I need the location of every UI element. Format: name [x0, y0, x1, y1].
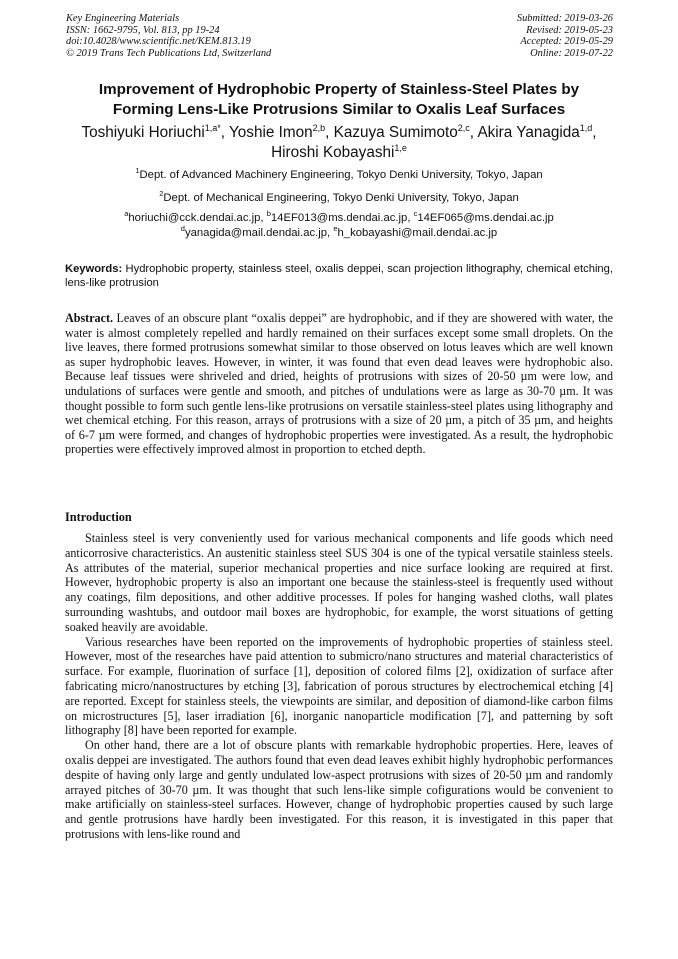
doi-line: doi:10.4028/www.scientific.net/KEM.813.19	[66, 36, 251, 48]
author-affil-marker: 1,e	[394, 142, 407, 153]
author-name: Kazuya Sumimoto	[333, 124, 458, 141]
email-marker: e	[333, 224, 338, 234]
author-separator: ,	[220, 124, 229, 141]
affiliation-1	[40, 168, 638, 182]
author-name: Toshiyuki Horiuchi	[81, 124, 205, 141]
paragraph: Various researches have been reported on the improvements of hydrophobic properties of stainless steel. However, most of the researches have paid attention to submicro/nano structures and material characteristics of surface. For example, fluorination of surface [1], deposition of colored films [2], oxidization of surface after fabricating micro/nanostructures by etching [3], fabrication of porous structures by electrochemical etching [4] are reported. Except for stainless steels, the viewpoints are similar, and deposition of diamond-like carbon films on microstructures [5], laser irradiation [6], inorganic nanoparticle modification [7], and patterning by soft lithography [8] have been reported for example.	[65, 634, 613, 738]
journal-header-left	[66, 13, 271, 59]
email-marker: c	[413, 209, 418, 219]
email-block	[40, 211, 638, 241]
author-affil-marker: 1,d	[579, 122, 593, 133]
author-name: Yoshie Imon	[228, 124, 313, 141]
author-name: Akira Yanagida	[477, 124, 580, 141]
paper-title	[40, 80, 638, 119]
author-list	[40, 123, 638, 163]
keywords-text: Hydrophobic property, stainless steel, oxalis deppei, scan projection lithography, chemical etching, lens-like protrusion	[65, 263, 613, 290]
email-address: horiuchi@cck.dendai.ac.jp,	[128, 212, 267, 224]
affiliation-2	[40, 191, 638, 205]
introduction-body	[65, 531, 613, 842]
author-separator: ,	[325, 124, 334, 141]
title-line-2: Forming Lens-Like Protrusions Similar to Oxalis Leaf Surfaces	[112, 100, 566, 118]
paragraph: Stainless steel is very conveniently used for various mechanical components and life goods which need anticorrosive characteristics. An austenitic stainless steel SUS 304 is one of the typical versatile stainless steels. As attributes of the material, superior mechanical properties and nice surface looking are required at first. However, hydrophobic property is also an important one because the stainless-steel is frequently used without any coatings, film depositions, and other additive processes. If poles for hanging washed cloths, wall plates surrounding washtubs, and outdoor mail boxes are hydrophobic, for example, the worst situations of getting soaked heavily are avoidable.	[65, 531, 613, 634]
email-address: h_kobayashi@mail.dendai.ac.jp	[337, 226, 498, 239]
affiliation-text: Dept. of Mechanical Engineering, Tokyo Denki University, Tokyo, Japan	[163, 192, 519, 204]
email-address: 14EF013@ms.dendai.ac.jp,	[270, 212, 414, 224]
journal-name: Key Engineering Materials	[66, 13, 180, 24]
email-marker: d	[180, 224, 185, 234]
author-separator: ,	[592, 124, 597, 141]
affiliation-text: Dept. of Advanced Machinery Engineering, Tokyo Denki University, Tokyo, Japan	[139, 169, 543, 181]
journal-header-right	[517, 13, 613, 59]
issn-line: ISSN: 1662-9795, Vol. 813, pp 19-24	[66, 24, 220, 36]
affiliation-marker: 1	[135, 166, 140, 176]
email-address: 14EF065@ms.dendai.ac.jp	[417, 212, 554, 224]
section-heading-introduction: Introduction	[65, 510, 132, 524]
author-separator: ,	[469, 124, 478, 141]
revised-date: Revised: 2019-05-23	[526, 24, 613, 36]
email-marker: b	[266, 209, 271, 219]
affiliation-marker: 2	[159, 189, 164, 199]
author-affil-marker: 2,b	[312, 122, 326, 133]
email-address: yanagida@mail.dendai.ac.jp,	[184, 226, 334, 239]
keywords-label: Keywords:	[65, 263, 123, 275]
email-line-1	[40, 211, 638, 226]
abstract-block	[65, 311, 613, 457]
abstract-label: Abstract.	[65, 311, 114, 325]
author-affil-marker: 2,c	[457, 122, 470, 133]
copyright-line: © 2019 Trans Tech Publications Ltd, Switzerland	[66, 47, 272, 59]
online-date: Online: 2019-07-22	[530, 47, 613, 59]
email-line-2	[40, 226, 638, 241]
author-affil-marker: 1,a*	[204, 122, 221, 133]
abstract-text: Leaves of an obscure plant “oxalis deppei” are hydrophobic, and if they are showered with water, the water is almost completely repelled and hardly remained on their surfaces except some small droplets. On the live leaves, there formed protrusions somewhat similar to those observed on lotus leaves which are well known as super hydrophobic leaves. However, in winter, it was found that even dead leaves were hydrophobic also. Because leaf tissues were shriveled and dried, heights of protrusions with sizes of 20-50 µm were low, and undulations of surfaces were gentle and smooth, and pitches of undulations were as large as 30-70 µm. It was thought possible to form such gentle lens-like protrusions on versatile stainless-steel plates using lithography and wet chemical etching. For this reason, arrays of protrusions with a size of 20 µm, a pitch of 35 µm, and heights of 6-7 µm were formed, and changes of hydrophobic properties were investigated. As a result, the hydrophobic properties were effectively improved almost in proportion to etched depth.	[65, 311, 613, 457]
accepted-date: Accepted: 2019-05-29	[520, 36, 613, 48]
author-name: Hiroshi Kobayashi	[271, 144, 395, 161]
paragraph: On other hand, there are a lot of obscure plants with remarkable hydrophobic properties. Here, leaves of oxalis deppei are investigated. The authors found that even dead leaves exhibit highly hydrophobic performances despite of having only large and gently undulated low-aspect protrusions with sizes of 20-50 µm and randomly arrayed pitches of 30-70 µm. It was thought that such lens-like simple cofigurations would be convenient to make artificially on stainless-steel surfaces. However, change of hydrophobic properties caused by such large and gentle protrusions have hardly been investigated. For this reason, it is investigated in this paper that protrusions with lens-like round and	[65, 738, 613, 841]
email-marker: a	[124, 209, 129, 219]
keywords-block	[65, 262, 613, 291]
submitted-date: Submitted: 2019-03-26	[516, 13, 613, 24]
title-line-1: Improvement of Hydrophobic Property of Stainless-Steel Plates by	[98, 81, 580, 98]
